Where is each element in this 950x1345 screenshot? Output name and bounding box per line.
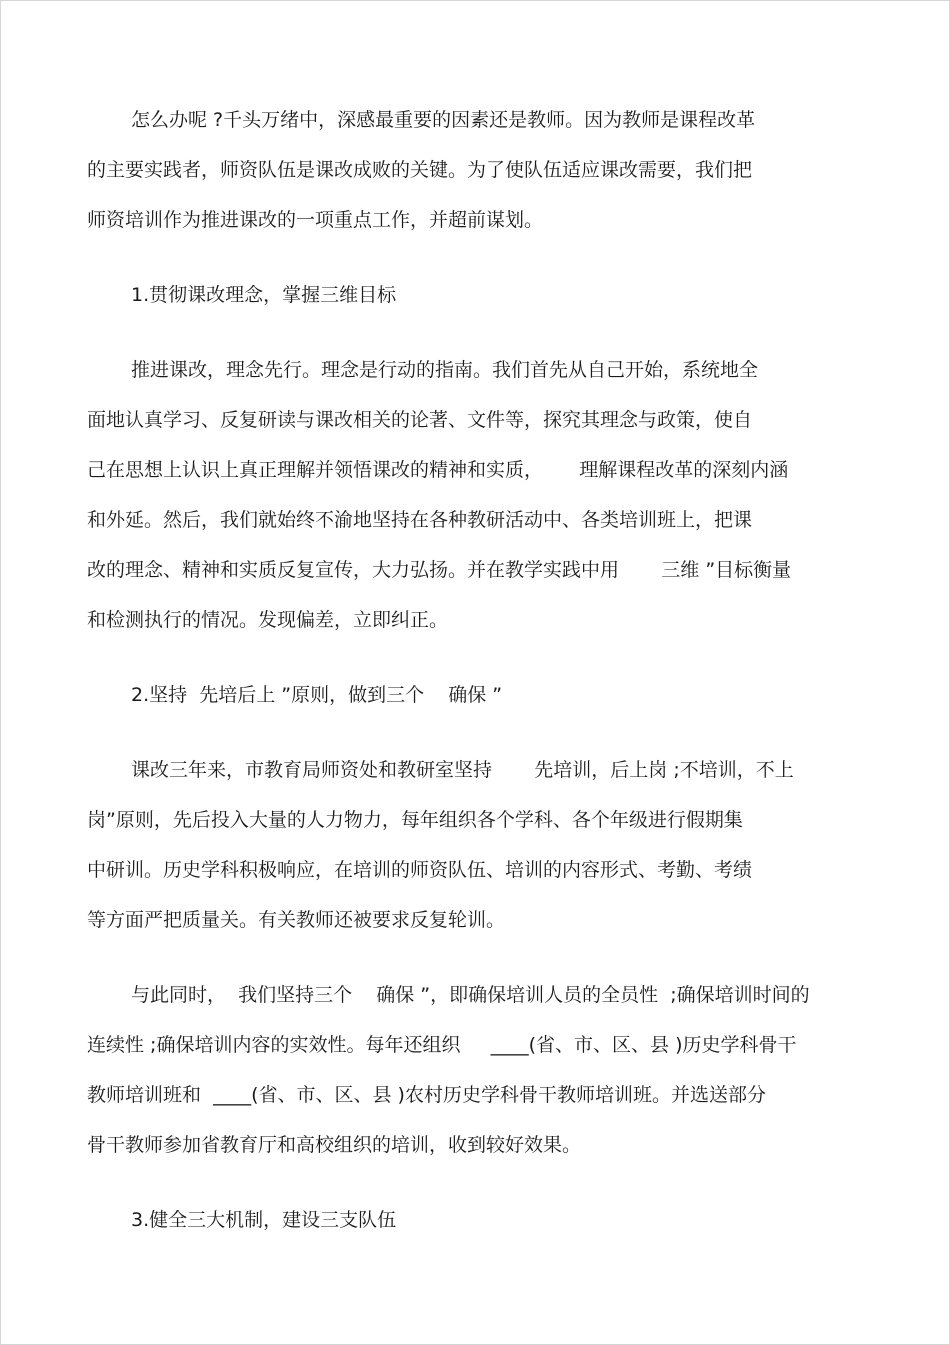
paragraph-line: 师资培训作为推进课改的一项重点工作，并超前谋划。 bbox=[87, 209, 544, 231]
paragraph-spacer bbox=[87, 945, 867, 970]
paragraph-spacer bbox=[87, 645, 867, 670]
section-heading bbox=[87, 670, 867, 720]
paragraph-line: 中研训。历史学科积极响应，在培训的师资队伍、培训的内容形式、考勤、考绩 bbox=[87, 859, 753, 881]
paragraph-line: 面地认真学习、反复研读与课改相关的论著、文件等，探究其理念与政策，使自 bbox=[87, 409, 753, 431]
paragraph-line: 岗”原则，先后投入大量的人力物力，每年组织各个学科、各个年级进行假期集 bbox=[87, 809, 743, 831]
paragraph-line: 等方面严把质量关。有关教师还被要求反复轮训。 bbox=[87, 909, 506, 931]
paragraph-line: 连续性 ;确保培训内容的实效性。每年还组织 ____(省、市、区、县 )历史学科骨干 bbox=[87, 1034, 797, 1056]
document-body bbox=[87, 95, 867, 1245]
heading-text: 1.贯彻课改理念，掌握三维目标 bbox=[131, 284, 397, 306]
paragraph bbox=[87, 745, 867, 945]
paragraph-spacer bbox=[87, 1170, 867, 1195]
paragraph-line: 怎么办呢 ?千头万绪中，深感最重要的因素还是教师。因为教师是课程改革 bbox=[131, 109, 756, 131]
paragraph-line: 和外延。然后，我们就始终不渝地坚持在各种教研活动中、各类培训班上，把课 bbox=[87, 509, 753, 531]
paragraph-line: 的主要实践者，师资队伍是课改成败的关键。为了使队伍适应课改需要，我们把 bbox=[87, 159, 753, 181]
paragraph-line: 与此同时， 我们坚持三个 确保 ”，即确保培训人员的全员性 ;确保培训时间的 bbox=[131, 984, 810, 1006]
paragraph-line: 改的理念、精神和实质反复宣传，大力弘扬。并在教学实践中用 三维 ”目标衡量 bbox=[87, 559, 792, 581]
heading-text: 3.健全三大机制，建设三支队伍 bbox=[131, 1209, 397, 1231]
paragraph-line: 己在思想上认识上真正理解并领悟课改的精神和实质， 理解课程改革的深刻内涵 bbox=[87, 459, 789, 481]
paragraph-line: 和检测执行的情况。发现偏差，立即纠正。 bbox=[87, 609, 449, 631]
paragraph bbox=[87, 345, 867, 645]
paragraph-spacer bbox=[87, 720, 867, 745]
paragraph-line: 教师培训班和 ____(省、市、区、县 )农村历史学科骨干教师培训班。并选送部分 bbox=[87, 1084, 766, 1106]
paragraph-line: 骨干教师参加省教育厅和高校组织的培训，收到较好效果。 bbox=[87, 1134, 582, 1156]
section-heading bbox=[87, 270, 867, 320]
paragraph-spacer bbox=[87, 245, 867, 270]
paragraph bbox=[87, 970, 867, 1170]
heading-text: 2.坚持 先培后上 ”原则，做到三个 确保 ” bbox=[131, 684, 503, 706]
paragraph-line: 课改三年来，市教育局师资处和教研室坚持 先培训，后上岗 ;不培训，不上 bbox=[131, 759, 794, 781]
paragraph-spacer bbox=[87, 320, 867, 345]
paragraph-line: 推进课改，理念先行。理念是行动的指南。我们首先从自己开始，系统地全 bbox=[131, 359, 759, 381]
paragraph bbox=[87, 95, 867, 245]
section-heading bbox=[87, 1195, 867, 1245]
